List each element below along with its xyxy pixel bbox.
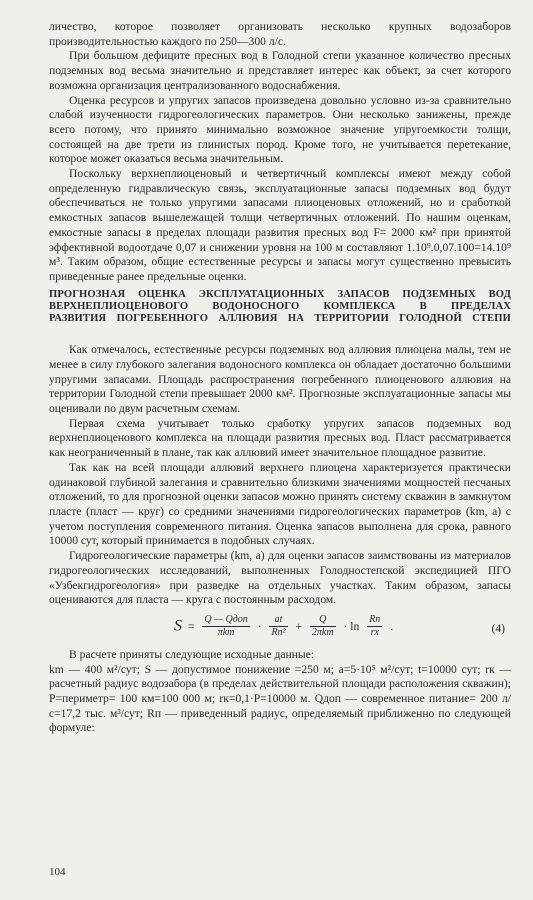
paragraph-7: Так как на всей площади аллювий верхнего плиоцена характеризуется практически одинаковой глубиной залегания и сравнительно близкими значениями мощностей песчаных отложений, то для прогнозной оценки запасов можно принять систему скважин в замкнутом пласте (пласт — круг) со средними значениями гидрогеологических параметров (km, a) с учетом поступления современного питания. Оценка запасов выполнена для срока, равного 10000 сут, который принимается в подобных случаях. [49, 460, 511, 548]
fraction-1 [202, 614, 249, 639]
formula-dot-ln: · ln [343, 619, 360, 633]
fraction-2-denominator: Rп² [271, 626, 286, 638]
paragraph-1: личество, которое позволяет организовать несколько крупных водозаборов производительностью каждого по 250—300 л/с. [49, 20, 511, 48]
formula-dot-1: · [257, 619, 262, 633]
formula-lhs: S [174, 617, 182, 635]
fraction-3 [310, 614, 336, 639]
fraction-3-denominator: 2πkm [311, 626, 334, 638]
fraction-3-numerator: Q [310, 614, 336, 627]
paragraph-5: Как отмечалось, естественные ресурсы подземных вод аллювия плиоцена малы, тем не менее в силу глубокого залегания водоносного комплекса он обладает достаточно большими упругими запасами. Площадь распространения погребенного плиоценового аллювия на территории Голодной степи превышает 2000 км². Прогнозные эксплуатационные запасы мы оценивали по двум расчетным схемам. [49, 343, 511, 416]
formula-plus: + [295, 619, 303, 633]
fraction-1-numerator: Q — Qдоп [204, 613, 248, 625]
paragraph-2: При большом дефиците пресных вод в Голодной степи указанное количество пресных подземных вод весьма значительно и представляет интерес как объект, за счет которого возможна организация централизованного водоснабжения. [49, 49, 511, 92]
fraction-4-denominator: rx [370, 626, 379, 638]
paragraph-9: В расчете приняты следующие исходные данные: [69, 647, 315, 661]
fraction-2 [269, 614, 287, 639]
heading-line-2: ВЕРХНЕПЛИОЦЕНОВОГО ВОДОНОСНОГО КОМПЛЕКСА В ПРЕДЕЛАХ [49, 300, 511, 312]
paragraph-4: Поскольку верхнеплиоценовый и четвертичный комплексы имеют между собой определенную гидравлическую связь, эксплуатационные запасы подземных вод будут обеспечиваться не только упругими запасами плиоценовых отложений, но и сработкой емкостных запасов вышележащей толщи четвертичных отложений. По нашим оценкам, емкостные запасы в пределах площади развития пресных вод F= 2000 км² при принятой эффективной водоотдаче 0,07 и снижении уровня на 100 м составляют 1.10⁹.0,07.100=14.10⁹ м³. Таким образом, общие естественные ресурсы и запасы могут существенно превысить приведенные ранее предельные оценки. [49, 167, 511, 283]
heading-line-1: ПРОГНОЗНАЯ ОЦЕНКА ЭКСПЛУАТАЦИОННЫХ ЗАПАСОВ ПОДЗЕМНЫХ ВОД [49, 288, 511, 300]
paragraph-10: km — 400 м²/сут; S — допустимое понижение =250 м; a=5·10⁵ м²/сут; t=10000 сут; rк — расчетный радиус водозабора (в пределах действительной площади расположения скважин); P=периметр= 100 км=100 000 м; rк=0,1·P=10000 м. Qдоп — современное питание= 200 л/с=17,2 тыс. м³/сут; Rп — приведенный радиус, определяемый приближенно по следующей формуле: [49, 662, 511, 735]
paragraph-8: Гидрогеологические параметры (km, a) для оценки запасов заимствованы из материалов гидрогеологических исследований, выполненных Голодностепской экспедицией ПГО «Узбекгидрогеология» при разведке на отдельных участках. Таким образом, запасы оцениваются для пласта — круга с постоянным расходом. [49, 549, 511, 607]
paragraph-3: Оценка ресурсов и упругих запасов произведена довольно условно из-за сравнительно слабой изученности гидрогеологических параметров. Они несколько занижены, прежде всего потому, что принято минимально возможное значение упругоемкости толщи, состоящей на две трети из глинистых пород. Кроме того, не учитывается перетекание, которое может оказаться весьма значительным. [49, 93, 511, 166]
heading-line-3: РАЗВИТИЯ ПОГРЕБЕННОГО АЛЛЮВИЯ НА ТЕРРИТОРИИ ГОЛОДНОЙ СТЕПИ [49, 313, 511, 325]
paragraph-6: Первая схема учитывает только сработку упругих запасов подземных вод верхнеплиоценового комплекса на площади развития пресных вод. Пласт рассматривается как неограниченный в плане, так как аллювий имеет значительное площадное развитие. [49, 416, 511, 460]
page-text [49, 20, 511, 736]
fraction-1-denominator: πkm [217, 626, 235, 638]
formula-end: . [390, 619, 394, 633]
equation-number: (4) [491, 621, 505, 635]
fraction-2-numerator: at [269, 614, 287, 627]
fraction-4-numerator: Rп [369, 613, 381, 625]
page-number: 104 [49, 866, 66, 878]
section-heading [49, 289, 511, 326]
formula-eq: = [187, 619, 195, 633]
formula-4 [49, 612, 511, 642]
fraction-4 [367, 614, 382, 639]
